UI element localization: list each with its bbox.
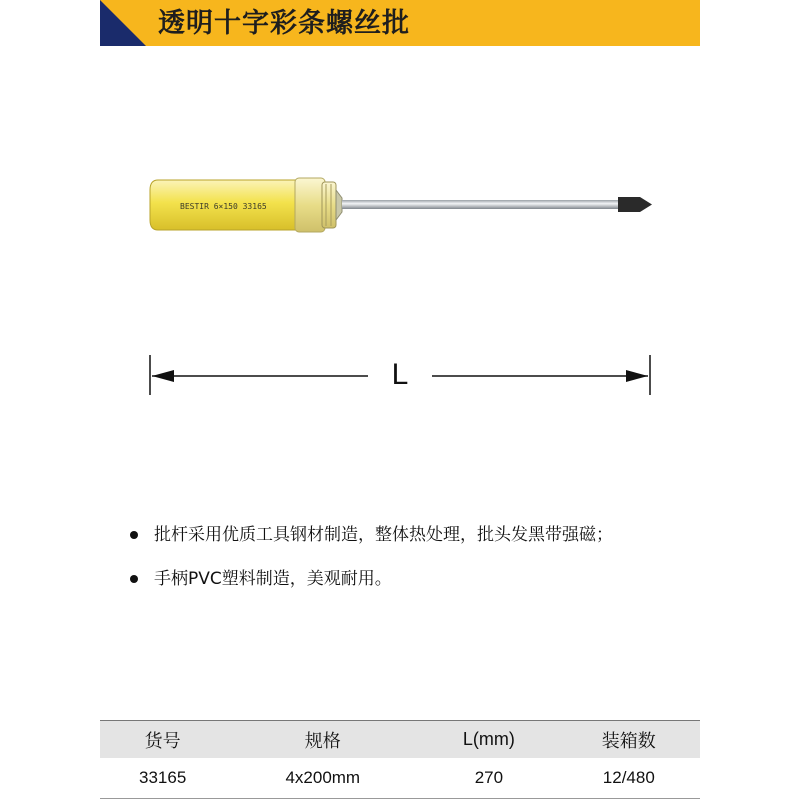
cell-spec: 4x200mm bbox=[225, 758, 420, 799]
screwdriver-image bbox=[140, 160, 660, 250]
handle-print-text: BESTIR 6×150 33165 bbox=[180, 202, 267, 211]
cell-length: 270 bbox=[420, 758, 557, 799]
feature-text: 手柄PVC塑料制造，美观耐用。 bbox=[154, 569, 392, 589]
feature-item bbox=[124, 564, 724, 594]
header-spec: 规格 bbox=[225, 721, 420, 759]
cell-item-no: 33165 bbox=[100, 758, 225, 799]
spec-table bbox=[100, 720, 700, 799]
table-header-row bbox=[100, 721, 700, 759]
feature-item bbox=[124, 520, 724, 550]
header-triangle-icon bbox=[100, 0, 146, 46]
cell-carton-qty: 12/480 bbox=[558, 758, 700, 799]
feature-text: 批杆采用优质工具钢材制造，整体热处理，批头发黑带强磁； bbox=[154, 525, 613, 545]
length-label: L bbox=[391, 358, 409, 391]
header-carton-qty: 装箱数 bbox=[558, 721, 700, 759]
feature-list bbox=[124, 520, 724, 608]
header-length: L(mm) bbox=[420, 721, 557, 759]
bullet-icon bbox=[130, 575, 138, 583]
bullet-icon bbox=[130, 531, 138, 539]
header-item-no: 货号 bbox=[100, 721, 225, 759]
table-row bbox=[100, 758, 700, 799]
page-title: 透明十字彩条螺丝批 bbox=[158, 8, 410, 39]
